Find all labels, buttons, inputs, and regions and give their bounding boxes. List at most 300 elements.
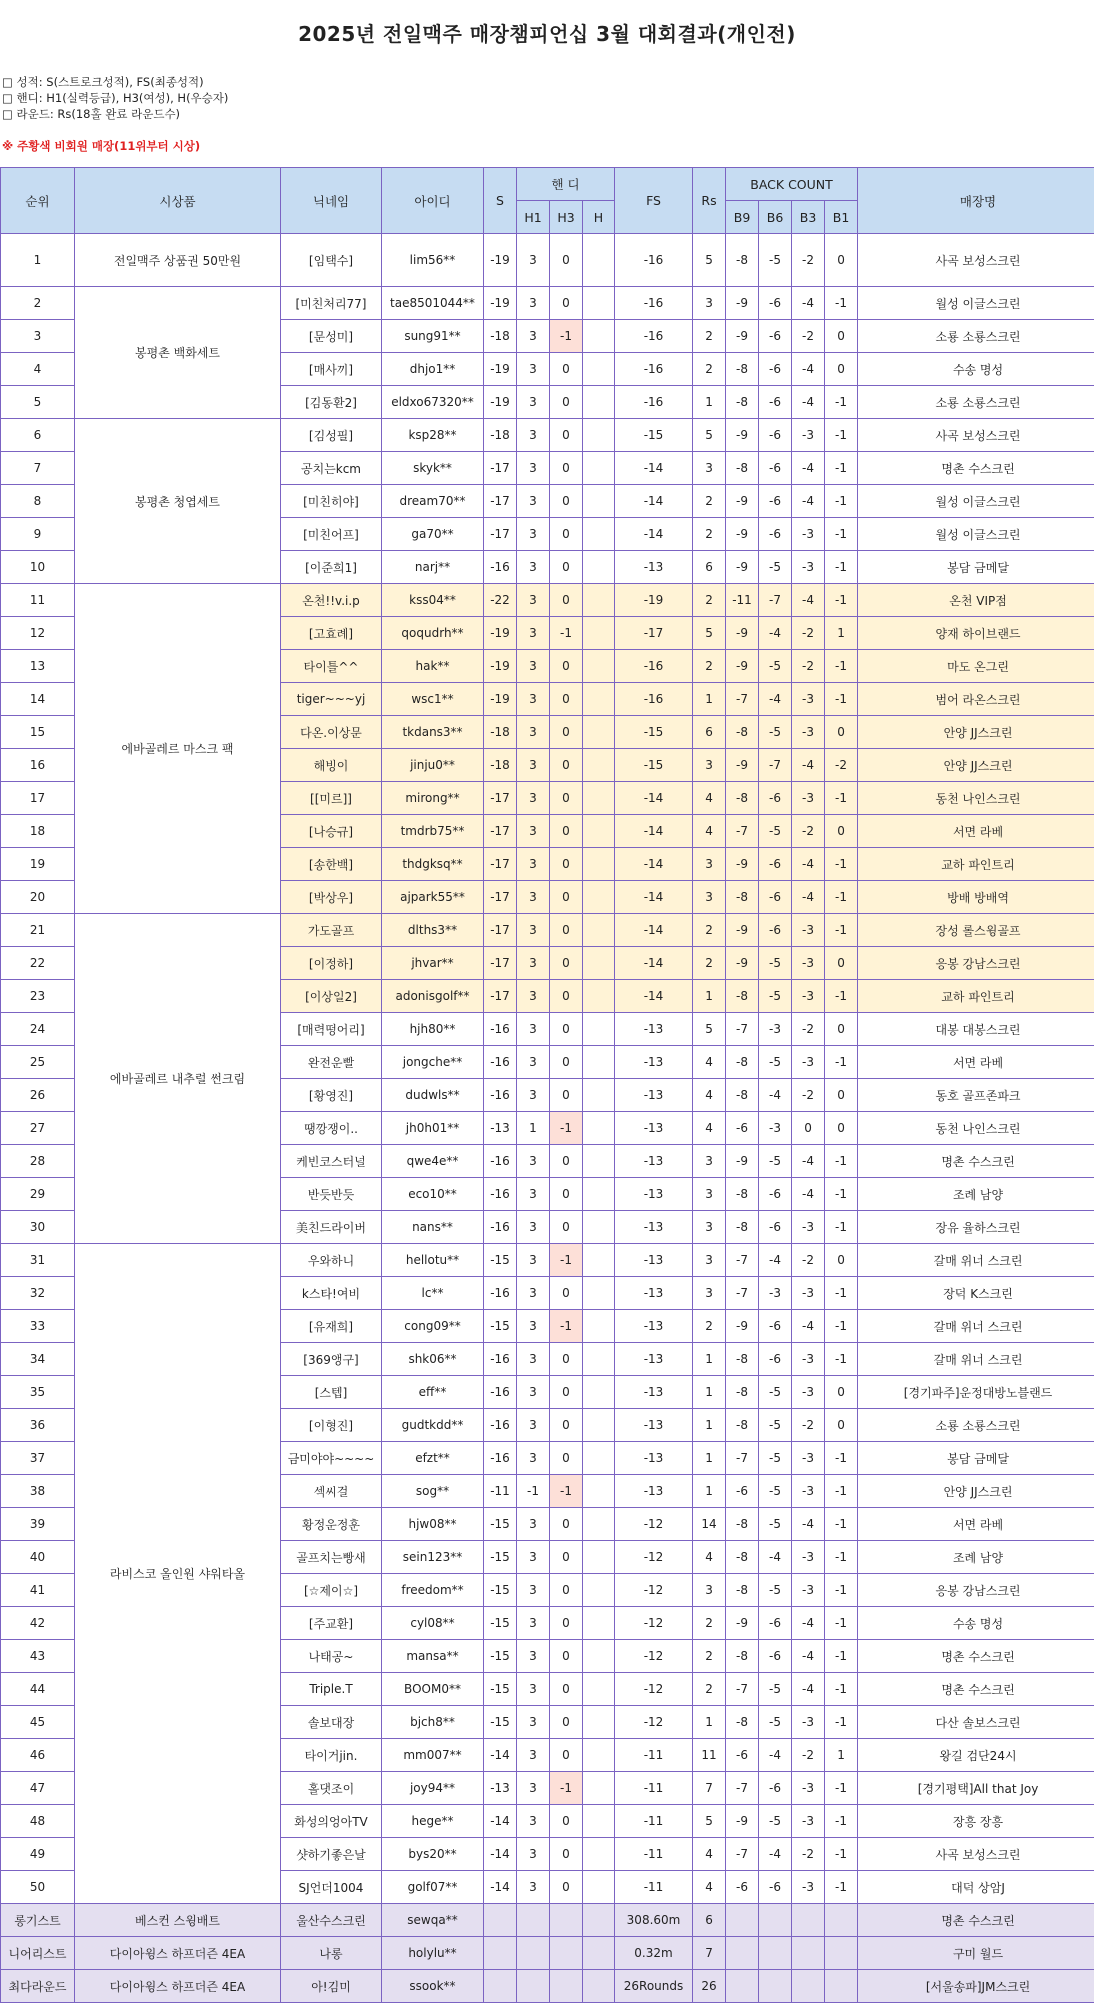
h3-cell: 0 — [550, 1739, 583, 1772]
b3-cell: -3 — [792, 1574, 825, 1607]
h-cell — [583, 1871, 615, 1904]
rank-cell: 3 — [1, 320, 75, 353]
b6-cell: -4 — [759, 1244, 792, 1277]
s-cell: -17 — [484, 485, 517, 518]
b1-cell: -1 — [825, 1607, 858, 1640]
b1-cell: -1 — [825, 452, 858, 485]
b1-cell: 0 — [825, 947, 858, 980]
b3-cell: -2 — [792, 1244, 825, 1277]
nickname-cell: [주교환] — [281, 1607, 382, 1640]
rank-cell: 27 — [1, 1112, 75, 1145]
legend-note-score: □ 성적: S(스트로크성적), FS(최종성적) — [2, 75, 204, 89]
rs-cell: 3 — [693, 881, 726, 914]
s-cell: -14 — [484, 1838, 517, 1871]
empty-cell — [759, 1904, 792, 1937]
rs-cell: 1 — [693, 683, 726, 716]
b9-cell: -7 — [726, 1838, 759, 1871]
nickname-cell: 울산수스크린 — [281, 1904, 382, 1937]
h-cell — [583, 1211, 615, 1244]
b1-cell: -1 — [825, 1541, 858, 1574]
nickname-cell: [이준희1] — [281, 551, 382, 584]
id-cell: bys20** — [382, 1838, 484, 1871]
fs-cell: -13 — [615, 1211, 693, 1244]
store-cell: 대봉 대봉스크린 — [858, 1013, 1094, 1046]
s-cell: -16 — [484, 1079, 517, 1112]
b6-cell: -5 — [759, 1442, 792, 1475]
id-cell: sung91** — [382, 320, 484, 353]
empty-cell — [517, 1970, 550, 2003]
h-cell — [583, 320, 615, 353]
store-cell: 소룡 소룡스크린 — [858, 1409, 1094, 1442]
s-cell: -16 — [484, 1442, 517, 1475]
b3-cell: 0 — [792, 1112, 825, 1145]
h3-cell: 0 — [550, 452, 583, 485]
rank-cell: 34 — [1, 1343, 75, 1376]
b1-cell: -1 — [825, 1475, 858, 1508]
nickname-cell: [박상우] — [281, 881, 382, 914]
rank-cell: 40 — [1, 1541, 75, 1574]
store-cell: 소룡 소룡스크린 — [858, 386, 1094, 419]
h3-cell: 0 — [550, 419, 583, 452]
store-cell: 동천 나인스크린 — [858, 782, 1094, 815]
rs-cell: 4 — [693, 1871, 726, 1904]
h-cell — [583, 749, 615, 782]
s-cell: -17 — [484, 782, 517, 815]
id-cell: qwe4e** — [382, 1145, 484, 1178]
fs-cell: -11 — [615, 1772, 693, 1805]
b3-cell: -2 — [792, 320, 825, 353]
rank-cell: 48 — [1, 1805, 75, 1838]
b3-cell: -4 — [792, 881, 825, 914]
nickname-cell: 골프치는빵새 — [281, 1541, 382, 1574]
b9-cell: -9 — [726, 1805, 759, 1838]
h-cell — [583, 1145, 615, 1178]
store-cell: 월성 이글스크린 — [858, 485, 1094, 518]
nickname-cell: 타이틀^^ — [281, 650, 382, 683]
page-title: 2025년 전일맥주 매장챔피언십 3월 대회결과(개인전) — [298, 22, 796, 46]
h1-cell: 3 — [517, 716, 550, 749]
id-cell: freedom** — [382, 1574, 484, 1607]
id-cell: ssook** — [382, 1970, 484, 2003]
b6-cell: -7 — [759, 749, 792, 782]
col-backcount: BACK COUNT — [726, 168, 858, 201]
h1-cell: 3 — [517, 650, 550, 683]
store-cell: 사곡 보성스크린 — [858, 234, 1094, 287]
s-cell: -16 — [484, 1277, 517, 1310]
rs-cell: 2 — [693, 1673, 726, 1706]
nickname-cell: 나롱 — [281, 1937, 382, 1970]
rank-cell: 42 — [1, 1607, 75, 1640]
h1-cell: 3 — [517, 1706, 550, 1739]
id-cell: gudtkdd** — [382, 1409, 484, 1442]
special-award-row — [1, 1904, 1094, 1937]
store-cell: 교하 파인트리 — [858, 848, 1094, 881]
rank-cell: 32 — [1, 1277, 75, 1310]
empty-cell — [550, 1937, 583, 1970]
id-cell: eldxo67320** — [382, 386, 484, 419]
b6-cell: -6 — [759, 1640, 792, 1673]
fs-cell: -13 — [615, 1310, 693, 1343]
h-cell — [583, 980, 615, 1013]
nickname-cell: 美친드라이버 — [281, 1211, 382, 1244]
store-cell: 봉담 금메달 — [858, 551, 1094, 584]
b1-cell: -1 — [825, 1442, 858, 1475]
col-b3: B3 — [792, 201, 825, 234]
b6-cell: -5 — [759, 1145, 792, 1178]
id-cell: eff** — [382, 1376, 484, 1409]
legend-note-handicap: □ 핸디: H1(실력등급), H3(여성), H(우승자) — [2, 91, 229, 105]
b6-cell: -5 — [759, 1574, 792, 1607]
store-cell: 다산 솔보스크린 — [858, 1706, 1094, 1739]
h1-cell: 3 — [517, 320, 550, 353]
b1-cell: 1 — [825, 1739, 858, 1772]
fs-cell: -11 — [615, 1739, 693, 1772]
store-cell: 응봉 강남스크린 — [858, 947, 1094, 980]
h-cell — [583, 1673, 615, 1706]
h3-cell: 0 — [550, 881, 583, 914]
h-cell — [583, 1079, 615, 1112]
b6-cell: -6 — [759, 1178, 792, 1211]
fs-cell: -13 — [615, 1376, 693, 1409]
empty-cell — [726, 1970, 759, 2003]
h3-cell: 0 — [550, 1178, 583, 1211]
id-cell: jinju0** — [382, 749, 484, 782]
s-cell: -19 — [484, 287, 517, 320]
h3-cell: -1 — [550, 1244, 583, 1277]
rs-cell: 2 — [693, 584, 726, 617]
b1-cell: 0 — [825, 1376, 858, 1409]
id-cell: sewqa** — [382, 1904, 484, 1937]
h1-cell: 3 — [517, 1013, 550, 1046]
rs-cell: 4 — [693, 1112, 726, 1145]
empty-cell — [550, 1904, 583, 1937]
b1-cell: -1 — [825, 782, 858, 815]
b1-cell: -1 — [825, 551, 858, 584]
id-cell: dlths3** — [382, 914, 484, 947]
rank-cell: 22 — [1, 947, 75, 980]
store-cell: 동호 골프존파크 — [858, 1079, 1094, 1112]
store-cell: 조례 남양 — [858, 1178, 1094, 1211]
b1-cell: -1 — [825, 584, 858, 617]
rank-cell: 29 — [1, 1178, 75, 1211]
b3-cell: -4 — [792, 485, 825, 518]
id-cell: sog** — [382, 1475, 484, 1508]
rs-cell: 5 — [693, 234, 726, 287]
h3-cell: 0 — [550, 353, 583, 386]
s-cell: -19 — [484, 617, 517, 650]
rank-cell: 28 — [1, 1145, 75, 1178]
h3-cell: 0 — [550, 1013, 583, 1046]
empty-cell — [517, 1904, 550, 1937]
nickname-cell: 타이거jin. — [281, 1739, 382, 1772]
fs-cell: -13 — [615, 1046, 693, 1079]
s-cell: -14 — [484, 1739, 517, 1772]
b9-cell: -7 — [726, 1442, 759, 1475]
store-cell: 사곡 보성스크린 — [858, 419, 1094, 452]
store-cell: 교하 파인트리 — [858, 980, 1094, 1013]
h3-cell: 0 — [550, 1409, 583, 1442]
h1-cell: 3 — [517, 1673, 550, 1706]
rs-cell: 1 — [693, 1442, 726, 1475]
special-award-row — [1, 1937, 1094, 1970]
h1-cell: 3 — [517, 881, 550, 914]
b9-cell: -7 — [726, 815, 759, 848]
b3-cell: -4 — [792, 584, 825, 617]
fs-cell: -16 — [615, 650, 693, 683]
rank-cell: 38 — [1, 1475, 75, 1508]
nickname-cell: 온천!!v.i.p — [281, 584, 382, 617]
empty-cell — [792, 1970, 825, 2003]
s-cell: -16 — [484, 1178, 517, 1211]
b9-cell: -8 — [726, 1178, 759, 1211]
nickname-cell: 나태공~ — [281, 1640, 382, 1673]
col-b1: B1 — [825, 201, 858, 234]
rs-cell: 4 — [693, 1079, 726, 1112]
s-cell: -18 — [484, 716, 517, 749]
rs-cell: 5 — [693, 419, 726, 452]
b1-cell: -1 — [825, 1706, 858, 1739]
b3-cell: -4 — [792, 287, 825, 320]
rank-cell: 5 — [1, 386, 75, 419]
col-rank: 순위 — [1, 168, 75, 234]
rs-cell: 1 — [693, 980, 726, 1013]
h-cell — [583, 1178, 615, 1211]
record-cell: 308.60m — [615, 1904, 693, 1937]
b1-cell: -1 — [825, 1211, 858, 1244]
h1-cell: 3 — [517, 848, 550, 881]
b1-cell: -1 — [825, 419, 858, 452]
store-cell: 갈매 위너 스크린 — [858, 1310, 1094, 1343]
b6-cell: -4 — [759, 1541, 792, 1574]
b9-cell: -8 — [726, 1343, 759, 1376]
b3-cell: -4 — [792, 1640, 825, 1673]
b1-cell: -1 — [825, 914, 858, 947]
nickname-cell: [유재희] — [281, 1310, 382, 1343]
table-row — [1, 234, 1094, 287]
rs-cell: 3 — [693, 749, 726, 782]
award-label-cell: 롱기스트 — [1, 1904, 75, 1937]
b1-cell: -1 — [825, 386, 858, 419]
id-cell: BOOM0** — [382, 1673, 484, 1706]
h1-cell: 3 — [517, 551, 550, 584]
h1-cell: 3 — [517, 1508, 550, 1541]
h3-cell: -1 — [550, 320, 583, 353]
s-cell: -15 — [484, 1541, 517, 1574]
b9-cell: -8 — [726, 234, 759, 287]
s-cell: -17 — [484, 848, 517, 881]
rank-cell: 20 — [1, 881, 75, 914]
h1-cell: 3 — [517, 452, 550, 485]
empty-cell — [825, 1937, 858, 1970]
b6-cell: -4 — [759, 683, 792, 716]
id-cell: tae8501044** — [382, 287, 484, 320]
b6-cell: -4 — [759, 1739, 792, 1772]
nickname-cell: [고효례] — [281, 617, 382, 650]
b6-cell: -4 — [759, 1079, 792, 1112]
rank-cell: 33 — [1, 1310, 75, 1343]
b3-cell: -3 — [792, 1475, 825, 1508]
empty-cell — [726, 1904, 759, 1937]
id-cell: dream70** — [382, 485, 484, 518]
rank-cell: 9 — [1, 518, 75, 551]
id-cell: cong09** — [382, 1310, 484, 1343]
h3-cell: -1 — [550, 1475, 583, 1508]
h-cell — [583, 650, 615, 683]
fs-cell: -12 — [615, 1607, 693, 1640]
rs-cell: 4 — [693, 815, 726, 848]
b1-cell: 0 — [825, 1244, 858, 1277]
b3-cell: -3 — [792, 1343, 825, 1376]
nickname-cell: 완전운빨 — [281, 1046, 382, 1079]
b3-cell: -3 — [792, 716, 825, 749]
h1-cell: 3 — [517, 1838, 550, 1871]
store-cell: 봉담 금메달 — [858, 1442, 1094, 1475]
h-cell — [583, 914, 615, 947]
h3-cell: 0 — [550, 1046, 583, 1079]
b3-cell: -4 — [792, 1673, 825, 1706]
id-cell: jhvar** — [382, 947, 484, 980]
nickname-cell: 반듯반듯 — [281, 1178, 382, 1211]
rank-cell: 4 — [1, 353, 75, 386]
rank-cell: 31 — [1, 1244, 75, 1277]
rank-cell: 18 — [1, 815, 75, 848]
h-cell — [583, 518, 615, 551]
b9-cell: -8 — [726, 353, 759, 386]
b9-cell: -9 — [726, 947, 759, 980]
store-cell: 소룡 소룡스크린 — [858, 320, 1094, 353]
h-cell — [583, 1739, 615, 1772]
rs-cell: 26 — [693, 1970, 726, 2003]
store-cell: 장흥 장흥 — [858, 1805, 1094, 1838]
s-cell: -19 — [484, 386, 517, 419]
empty-cell — [484, 1937, 517, 1970]
b3-cell: -3 — [792, 1805, 825, 1838]
fs-cell: -15 — [615, 419, 693, 452]
h3-cell: 0 — [550, 1838, 583, 1871]
h3-cell: 0 — [550, 815, 583, 848]
b1-cell: -1 — [825, 1343, 858, 1376]
b6-cell: -6 — [759, 386, 792, 419]
nickname-cell: [황영진] — [281, 1079, 382, 1112]
h-cell — [583, 782, 615, 815]
id-cell: efzt** — [382, 1442, 484, 1475]
b9-cell: -8 — [726, 716, 759, 749]
store-cell: 방배 방배역 — [858, 881, 1094, 914]
special-award-row — [1, 1970, 1094, 2003]
b1-cell: 1 — [825, 617, 858, 650]
id-cell: narj** — [382, 551, 484, 584]
nickname-cell: [김동환2] — [281, 386, 382, 419]
h3-cell: 0 — [550, 1211, 583, 1244]
b1-cell: -1 — [825, 1772, 858, 1805]
fs-cell: -14 — [615, 782, 693, 815]
nickname-cell: [[미르]] — [281, 782, 382, 815]
fs-cell: -13 — [615, 1277, 693, 1310]
h3-cell: 0 — [550, 287, 583, 320]
store-cell: 수송 명성 — [858, 1607, 1094, 1640]
rs-cell: 3 — [693, 1244, 726, 1277]
b3-cell: -3 — [792, 980, 825, 1013]
id-cell: thdgksq** — [382, 848, 484, 881]
rank-cell: 2 — [1, 287, 75, 320]
b9-cell: -8 — [726, 1508, 759, 1541]
nickname-cell: [미친어프] — [281, 518, 382, 551]
h3-cell: 0 — [550, 683, 583, 716]
h3-cell: 0 — [550, 1442, 583, 1475]
b9-cell: -6 — [726, 1871, 759, 1904]
h1-cell: 3 — [517, 1145, 550, 1178]
id-cell: nans** — [382, 1211, 484, 1244]
h3-cell: -1 — [550, 617, 583, 650]
rs-cell: 2 — [693, 1640, 726, 1673]
b6-cell: -4 — [759, 1838, 792, 1871]
h3-cell: 0 — [550, 485, 583, 518]
h-cell — [583, 1772, 615, 1805]
rs-cell: 7 — [693, 1937, 726, 1970]
b9-cell: -11 — [726, 584, 759, 617]
s-cell: -15 — [484, 1508, 517, 1541]
rank-cell: 12 — [1, 617, 75, 650]
store-cell: 왕길 검단24시 — [858, 1739, 1094, 1772]
award-label-cell: 최다라운드 — [1, 1970, 75, 2003]
rank-cell: 44 — [1, 1673, 75, 1706]
fs-cell: -13 — [615, 1409, 693, 1442]
b9-cell: -8 — [726, 1706, 759, 1739]
id-cell: shk06** — [382, 1343, 484, 1376]
b3-cell: -4 — [792, 1145, 825, 1178]
h1-cell: 3 — [517, 947, 550, 980]
rank-cell: 23 — [1, 980, 75, 1013]
fs-cell: -13 — [615, 1079, 693, 1112]
b9-cell: -9 — [726, 1145, 759, 1178]
b3-cell: -2 — [792, 815, 825, 848]
h1-cell: 3 — [517, 749, 550, 782]
fs-cell: -14 — [615, 485, 693, 518]
rs-cell: 2 — [693, 914, 726, 947]
b3-cell: -2 — [792, 1409, 825, 1442]
b3-cell: -3 — [792, 1541, 825, 1574]
nickname-cell: 가도골프 — [281, 914, 382, 947]
b1-cell: 0 — [825, 1013, 858, 1046]
nickname-cell: 다온.이상문 — [281, 716, 382, 749]
fs-cell: -15 — [615, 749, 693, 782]
h-cell — [583, 1706, 615, 1739]
rs-cell: 2 — [693, 518, 726, 551]
col-nickname: 닉네임 — [281, 168, 382, 234]
fs-cell: -14 — [615, 881, 693, 914]
h1-cell: 3 — [517, 1640, 550, 1673]
store-cell: [서울송파]JM스크린 — [858, 1970, 1094, 2003]
prize-cell: 다이아윙스 하프더즌 4EA — [75, 1937, 281, 1970]
id-cell: mirong** — [382, 782, 484, 815]
b1-cell: -1 — [825, 1277, 858, 1310]
id-cell: hjw08** — [382, 1508, 484, 1541]
b6-cell: -6 — [759, 848, 792, 881]
b6-cell: -6 — [759, 1607, 792, 1640]
h-cell — [583, 617, 615, 650]
rs-cell: 5 — [693, 617, 726, 650]
id-cell: jongche** — [382, 1046, 484, 1079]
fs-cell: -11 — [615, 1838, 693, 1871]
store-cell: 서면 라베 — [858, 1508, 1094, 1541]
b9-cell: -9 — [726, 1607, 759, 1640]
h-cell — [583, 1838, 615, 1871]
empty-cell — [583, 1904, 615, 1937]
nickname-cell: 해빙이 — [281, 749, 382, 782]
b9-cell: -7 — [726, 1277, 759, 1310]
empty-cell — [759, 1937, 792, 1970]
b3-cell: -4 — [792, 353, 825, 386]
